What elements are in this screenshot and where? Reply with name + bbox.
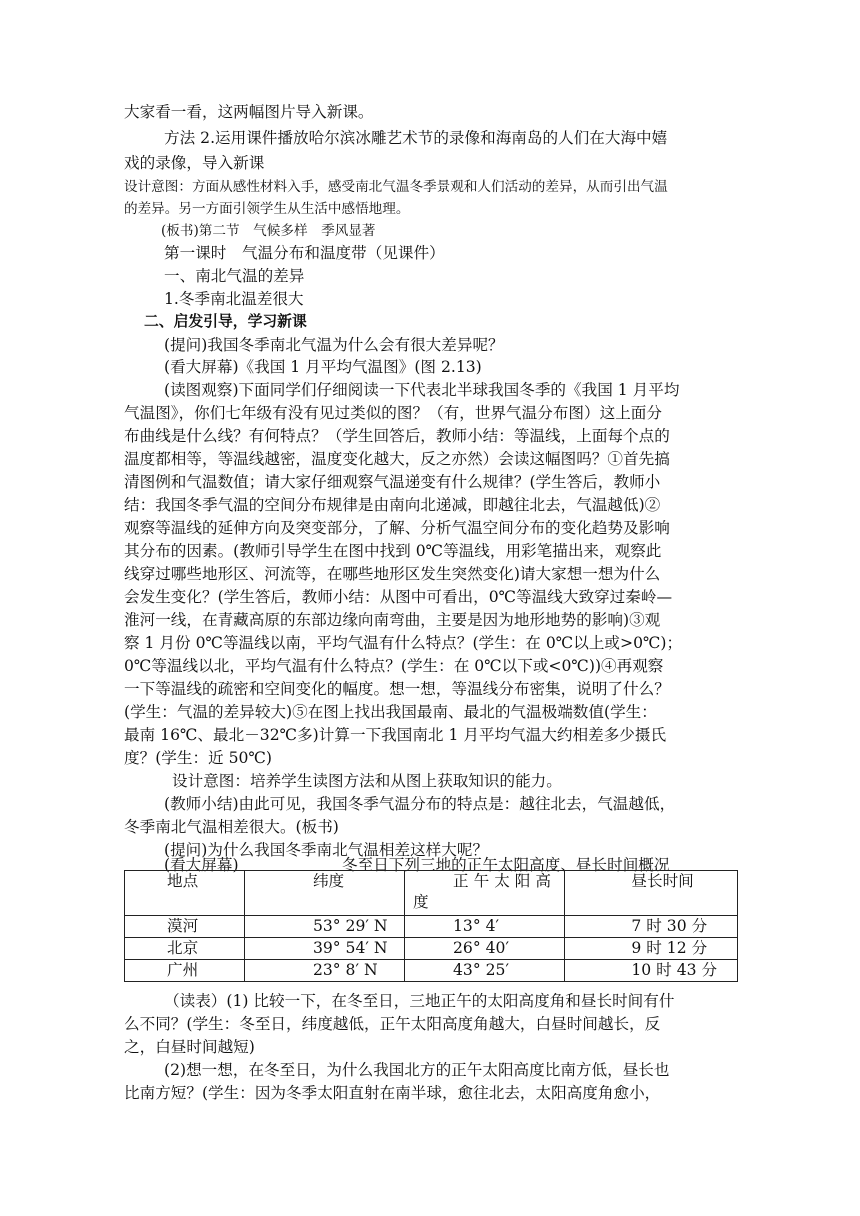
text-line: 戏的录像，导入新课 <box>124 154 265 172</box>
text-line: 比南方短？(学生：因为冬季太阳直射在南半球，愈往北去，太阳高度角愈小， <box>124 1084 661 1102</box>
text-line: (2)想一想，在冬至日，为什么我国北方的正午太阳高度比南方低，昼长也 <box>164 1061 670 1079</box>
table-row <box>125 960 738 982</box>
table-header-text: 正午太阳高 <box>453 872 556 890</box>
table-header-cell: 昼长时间 <box>565 871 738 916</box>
solar-data-table <box>124 870 738 982</box>
text-line: 布曲线是什么线？有何特点？（学生回答后，教师小结：等温线，上面每个点的 <box>124 427 670 445</box>
text-line: 0℃等温线以北，平均气温有什么特点？(学生：在 0℃以下或<0℃))④再观察 <box>124 657 664 675</box>
text-line: 清图例和气温数值；请大家仔细观察气温递变有什么规律？(学生答后，教师小 <box>124 473 661 491</box>
table-cell: 广州 <box>125 960 245 982</box>
text-line: 其分布的因素。(教师引导学生在图中找到 0℃等温线，用彩笔描出来，观察此 <box>124 542 662 560</box>
table-cell: 漠河 <box>125 916 245 938</box>
table-cell: 23° 8′ N <box>244 960 404 982</box>
table-cell: 7 时 30 分 <box>565 916 738 938</box>
design-note-line: 的差异。另一方面引领学生从生活中感悟地理。 <box>124 201 410 217</box>
table-cell: 北京 <box>125 938 245 960</box>
text-line: 温度都相等，等温线越密，温度变化越大，反之亦然）会读这幅图吗？①首先搞 <box>124 450 670 468</box>
text-line: 线穿过哪些地形区、河流等，在哪些地形区发生突然变化)请大家想一想为什么 <box>124 565 661 583</box>
table-cell: 39° 54′ N <box>244 938 404 960</box>
text-line: (看大屏幕) <box>164 856 239 874</box>
part-heading: 二、启发引导，学习新课 <box>144 313 307 330</box>
board-writing-section-title: (板书)第二节 气候多样 季风显著 <box>161 223 376 239</box>
table-row <box>125 916 738 938</box>
table-header-cell: 纬度 <box>244 871 404 916</box>
table-cell: 43° 25′ <box>405 960 565 982</box>
text-line: 一下等温线的疏密和空间变化的幅度。想一想，等温线分布密集，说明了什么？ <box>124 680 670 698</box>
text-line: 大家看一看，这两幅图片导入新课。 <box>124 103 374 121</box>
text-line: 察 1 月份 0℃等温线以南，平均气温有什么特点？(学生：在 0℃以上或>0℃)； <box>124 634 683 652</box>
table-header-row <box>125 871 738 916</box>
text-line: 最南 16℃、最北－32℃多)计算一下我国南北 1 月平均气温大约相差多少摄氏 <box>124 726 667 744</box>
table-row <box>125 938 738 960</box>
design-note-line: 设计意图：培养学生读图方法和从图上获取知识的能力。 <box>172 772 562 790</box>
text-line: （读表）(1) 比较一下，在冬至日，三地正午的太阳高度角和昼长时间有什 <box>164 992 675 1010</box>
table-cell: 9 时 12 分 <box>565 938 738 960</box>
text-line: (提问)为什么我国冬季南北气温相差这样大呢？ <box>164 841 489 859</box>
table-header-text: 度 <box>413 893 429 911</box>
text-line: 结：我国冬季气温的空间分布规律是由南向北递减，即越往北去，气温越低)② <box>124 496 661 514</box>
text-line: (教师小结)由此可见，我国冬季气温分布的特点是：越往北去，气温越低， <box>164 795 676 813</box>
text-line: (学生：气温的差异较大)⑤在图上找出我国最南、最北的气温极端数值(学生： <box>124 703 657 721</box>
lesson-title: 第一课时 气温分布和温度带（见课件） <box>164 244 445 262</box>
text-line: (看大屏幕)《我国 1 月平均气温图》(图 2.13) <box>164 358 482 376</box>
text-line: 冬季南北气温相差很大。(板书) <box>124 818 339 836</box>
table-cell: 13° 4′ <box>405 916 565 938</box>
text-line: (读图观察)下面同学们仔细阅读一下代表北半球我国冬季的《我国 1 月平均 <box>164 381 680 399</box>
table-cell: 10 时 43 分 <box>565 960 738 982</box>
text-line: 之，白昼时间越短) <box>124 1038 255 1056</box>
table-cell: 53° 29′ N <box>244 916 404 938</box>
text-line: 气温图》，你们七年级有没有见过类似的图？（有，世界气温分布图）这上面分 <box>124 404 662 422</box>
text-line: 度？(学生：近 50℃) <box>124 749 272 767</box>
table-cell: 26° 40′ <box>405 938 565 960</box>
table-caption: 冬至日下列三地的正午太阳高度、昼长时间概况 <box>342 856 670 874</box>
text-line: 淮河一线，在青藏高原的东部边缘向南弯曲，主要是因为地形地势的影响)③观 <box>124 611 661 629</box>
text-line: 么不同？(学生：冬至日，纬度越低，正午太阳高度角越大，白昼时间越长，反 <box>124 1015 661 1033</box>
text-line: 观察等温线的延伸方向及突变部分，了解、分析气温空间分布的变化趋势及影响 <box>124 519 670 537</box>
design-note-line: 设计意图：方面从感性材料入手，感受南北气温冬季景观和人们活动的差异，从而引出气温 <box>124 179 668 195</box>
table-header-cell: 地点 <box>125 871 245 916</box>
subsection-heading: 1.冬季南北温差很大 <box>164 290 304 308</box>
text-line: 会发生变化？(学生答后，教师小结：从图中可看出，0℃等温线大致穿过秦岭— <box>124 588 673 606</box>
section-heading: 一、南北气温的差异 <box>164 267 305 285</box>
text-line: 方法 2.运用课件播放哈尔滨冰雕艺术节的录像和海南岛的人们在大海中嬉 <box>164 129 668 147</box>
table-header-cell <box>405 871 565 916</box>
text-line: (提问)我国冬季南北气温为什么会有很大差异呢？ <box>164 336 504 354</box>
